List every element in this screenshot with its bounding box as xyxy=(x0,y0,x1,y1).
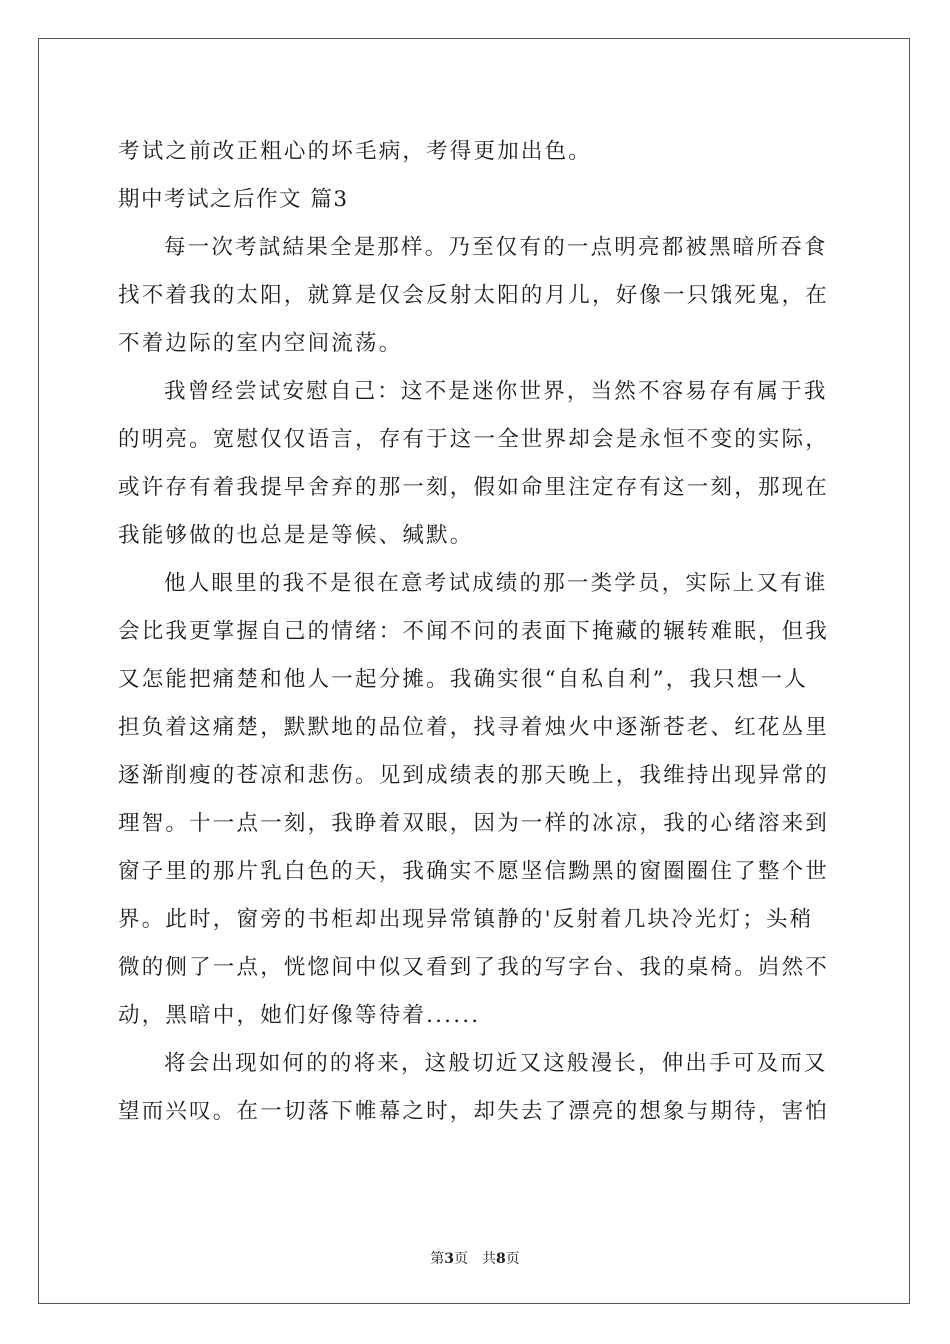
text-line: 我能够做的也总是是等候、缄默。 xyxy=(118,523,474,548)
page-suffix: 页 xyxy=(454,1251,468,1267)
text-line: 望而兴叹。在一切落下帷幕之时，却失去了漂亮的想象与期待，害怕 xyxy=(118,1099,830,1124)
text-line: 微的侧了一点，恍惚间中似又看到了我的写字台、我的桌椅。岿然不 xyxy=(118,955,830,980)
text-line: 找不着我的太阳，就算是仅会反射太阳的月儿，好像一只饿死鬼，在 xyxy=(118,283,830,308)
current-page: 3 xyxy=(444,1251,454,1267)
paragraph-first-line: 将会出现如何的的将来，这般切近又这般漫长，伸出手可及而又 xyxy=(164,1051,828,1076)
page-prefix: 第 xyxy=(430,1251,445,1267)
paragraph-first-line: 每一次考試結果全是那样。乃至仅有的一点明亮都被黑暗所吞食 xyxy=(164,235,828,260)
text-line: 会比我更掌握自己的情绪：不闻不问的表面下掩藏的辗转难眠，但我 xyxy=(118,619,830,644)
text-line: 又怎能把痛楚和他人一起分摊。我确实很“自私自利”，我只想一人 xyxy=(118,667,808,692)
page-total xyxy=(482,1248,520,1268)
page-footer xyxy=(0,1248,950,1268)
text-line: 或许存有着我提早舍弃的那一刻，假如命里注定存有这一刻，那现在 xyxy=(118,475,830,500)
text-line: 理智。十一点一刻，我睁着双眼，因为一样的冰凉，我的心绪溶来到 xyxy=(118,811,830,836)
section-heading: 期中考试之后作文 篇3 xyxy=(118,187,349,212)
text-line: 不着边际的室内空间流荡。 xyxy=(118,331,403,356)
total-suffix: 页 xyxy=(505,1251,520,1267)
text-line: 的明亮。宽慰仅仅语言，存有于这一全世界却会是永恒不变的实际， xyxy=(118,427,830,452)
text-line: 窗子里的那片乳白色的天，我确实不愿坚信黝黑的窗圈圈住了整个世 xyxy=(118,859,830,884)
paragraph-first-line: 我曾经尝试安慰自己：这不是迷你世界，当然不容易存有属于我 xyxy=(164,379,828,404)
text-line: 考试之前改正粗心的坏毛病，考得更加出色。 xyxy=(118,139,593,164)
text-line: 逐渐削瘦的苍凉和悲伤。见到成绩表的那天晚上，我维持出现异常的 xyxy=(118,763,830,788)
paragraph-first-line: 他人眼里的我不是很在意考试成绩的那一类学员，实际上又有谁 xyxy=(164,571,828,596)
page-number xyxy=(430,1248,468,1268)
total-pages: 8 xyxy=(496,1251,506,1267)
text-line: 担负着这痛楚，默默地的品位着，找寻着烛火中逐渐苍老、红花丛里 xyxy=(118,715,830,740)
total-prefix: 共 xyxy=(482,1251,496,1267)
text-line: 动，黑暗中，她们好像等待着...... xyxy=(118,1003,481,1028)
text-line: 界。此时，窗旁的书柜却出现异常镇静的'反射着几块冷光灯；头稍 xyxy=(118,907,814,932)
document-body xyxy=(118,128,834,1136)
